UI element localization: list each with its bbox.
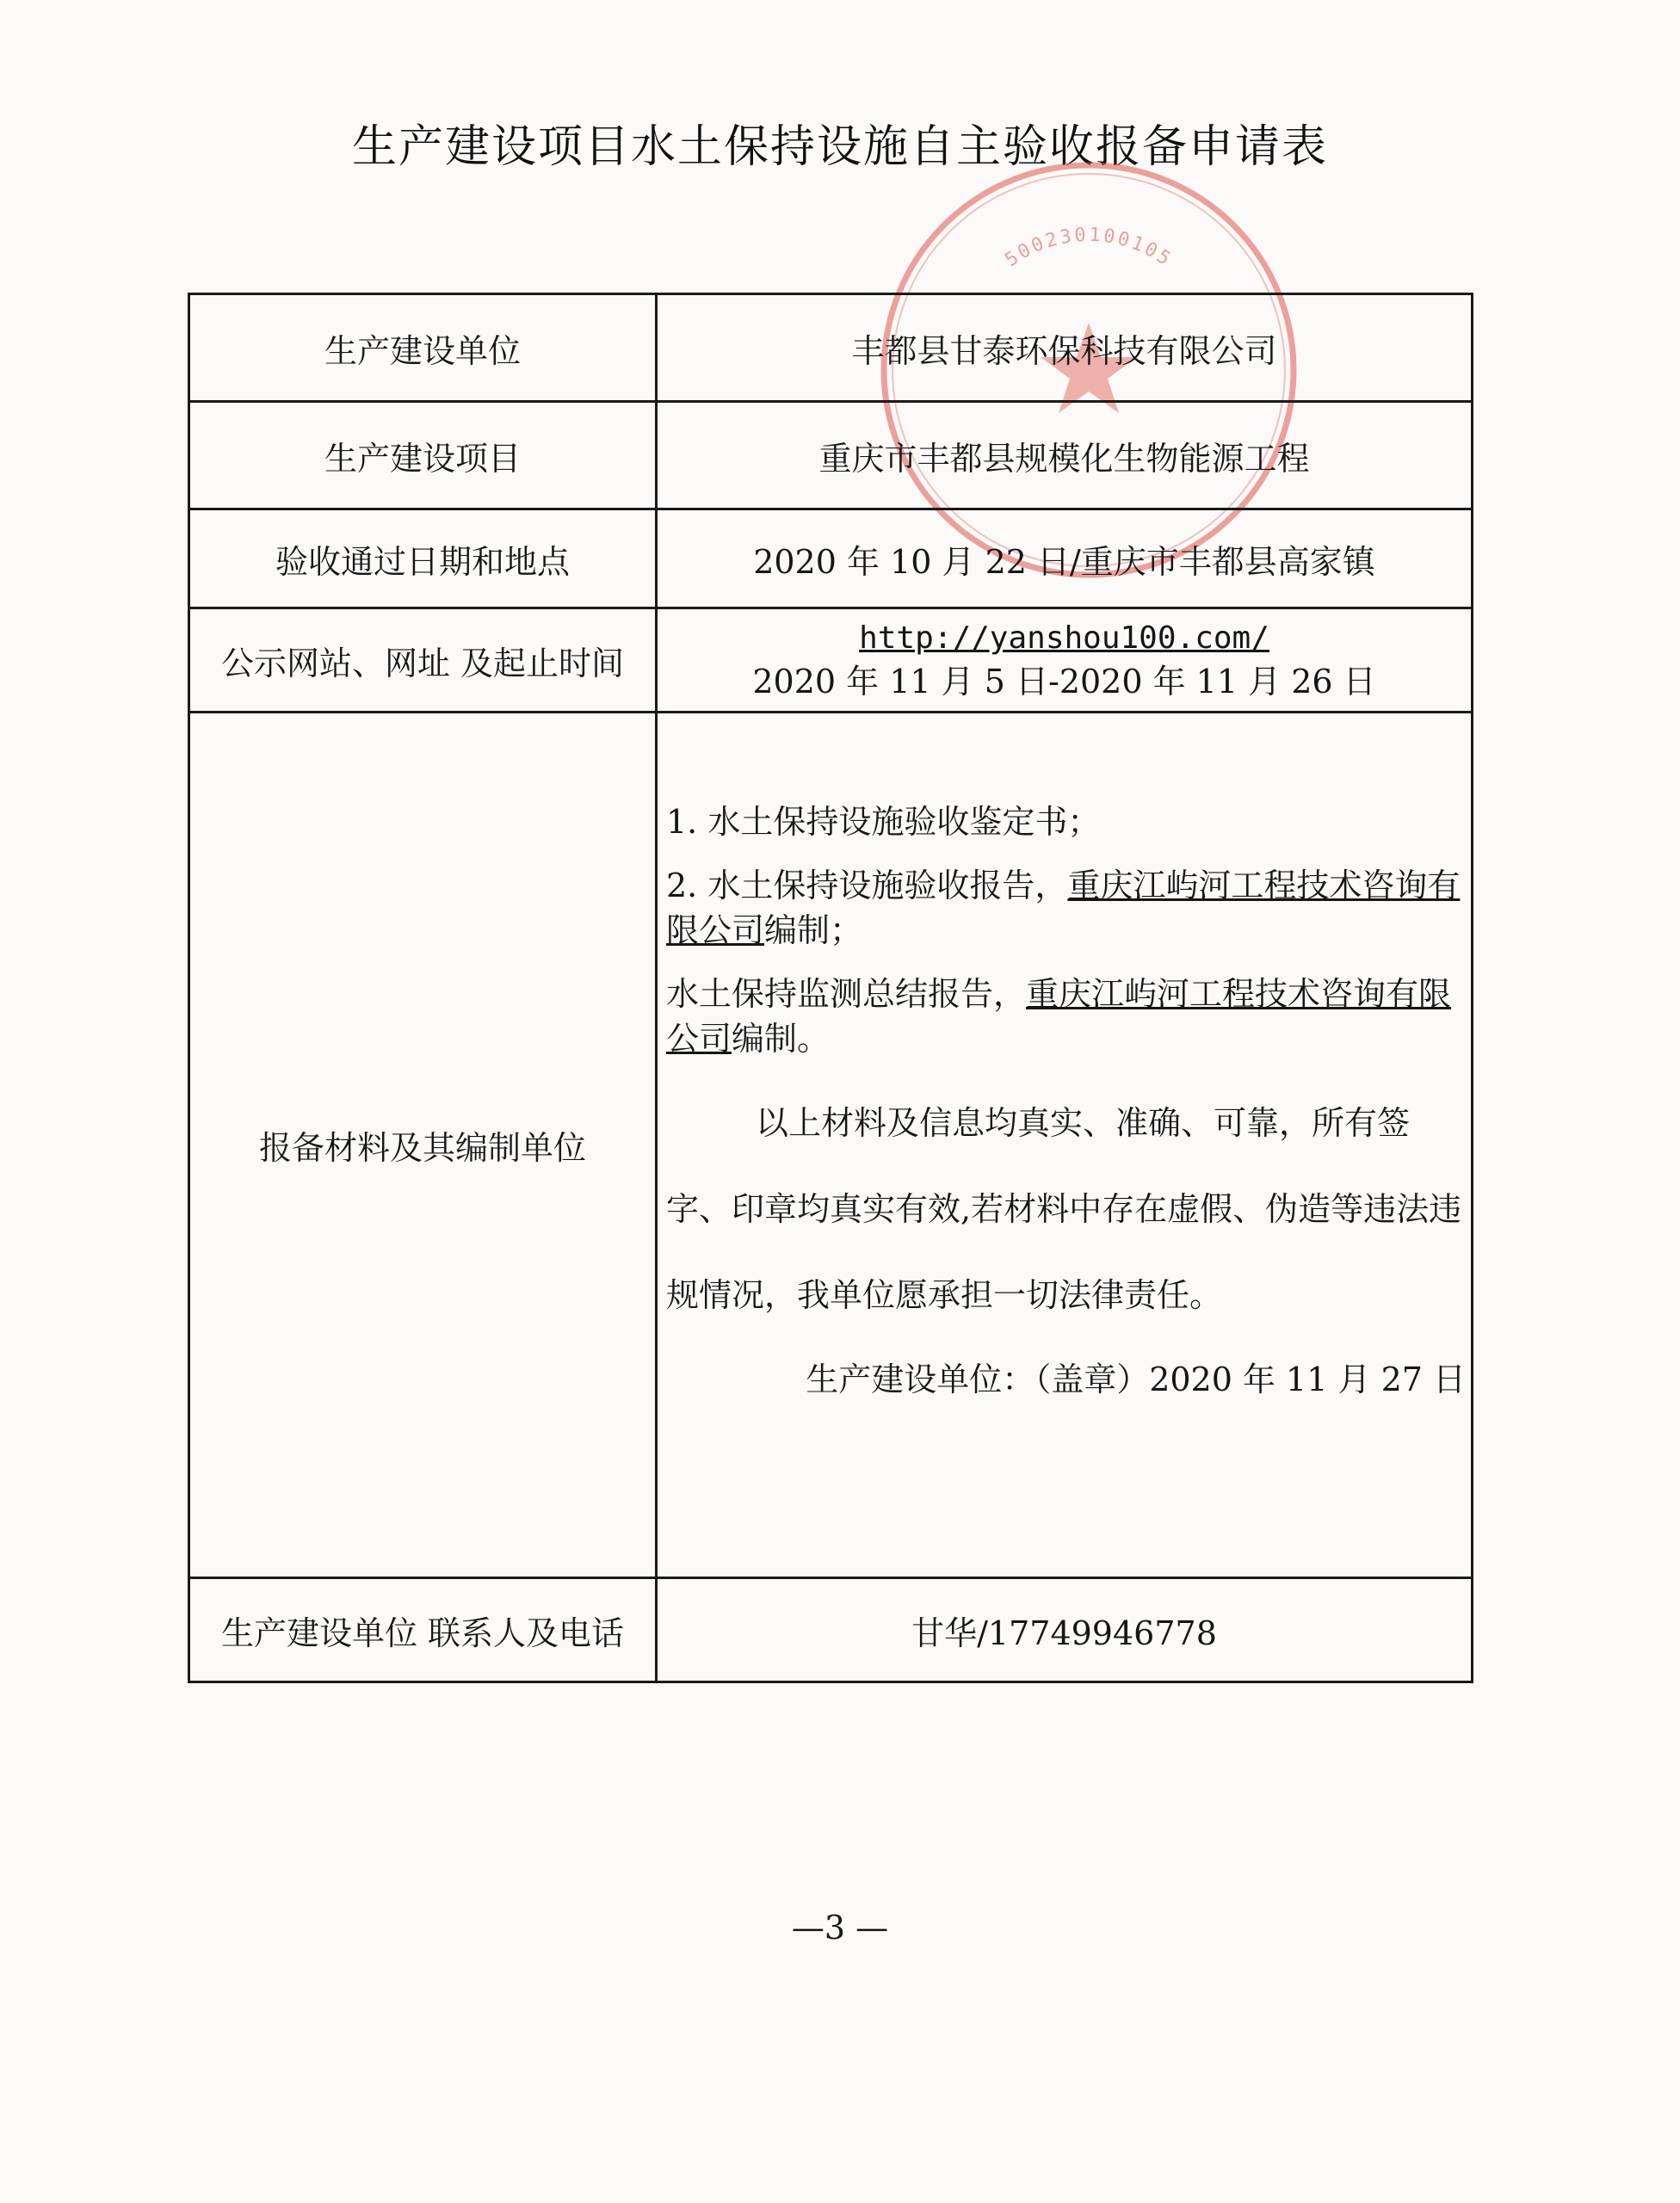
contact-value: 甘华/17749946778 bbox=[657, 1578, 1473, 1682]
document-title: 生产建设项目水土保持设施自主验收报备申请表 bbox=[351, 121, 1328, 173]
material-item-1: 1. 水土保持设施验收鉴定书； bbox=[666, 803, 1101, 841]
unit-value: 丰都县甘泰环保科技有限公司 bbox=[657, 294, 1473, 402]
declaration-text: 以上材料及信息均真实、准确、可靠，所有签字、印章均真实有效,若材料中存在虚假、伪造等违法违规情况，我单位愿承担一切法律责任。 bbox=[666, 1104, 1462, 1314]
unit-label: 生产建设单位 bbox=[189, 294, 657, 402]
project-label: 生产建设项目 bbox=[189, 402, 657, 509]
application-form-table bbox=[188, 293, 1473, 1683]
material-item-3-text: 水土保持监测总结报告， bbox=[666, 975, 1027, 1013]
publicity-label: 公示网站、网址 及起止时间 bbox=[189, 608, 657, 713]
materials-label: 报备材料及其编制单位 bbox=[189, 713, 657, 1578]
material-item-3-suffix: 编制。 bbox=[732, 1020, 831, 1058]
material-item-2-text: 2. 水土保持设施验收报告， bbox=[666, 867, 1068, 904]
material-item-3 bbox=[666, 972, 1471, 1061]
table-row bbox=[189, 294, 1473, 402]
materials-value bbox=[657, 713, 1473, 1578]
publicity-url[interactable]: http://yanshou100.com/ bbox=[859, 620, 1269, 656]
acceptance-label: 验收通过日期和地点 bbox=[189, 509, 657, 608]
publicity-value bbox=[657, 608, 1473, 713]
publicity-period: 2020 年 11 月 5 日-2020 年 11 月 26 日 bbox=[752, 663, 1376, 700]
project-value: 重庆市丰都县规模化生物能源工程 bbox=[657, 402, 1473, 509]
table-row bbox=[189, 608, 1473, 713]
material-item-2-org: 重庆江屿河工程技术咨询有限公司 bbox=[666, 867, 1461, 949]
seal-code-text: 500230100105 bbox=[1001, 224, 1177, 272]
material-item-3-org: 重庆江屿河工程技术咨询有限公司 bbox=[666, 975, 1452, 1058]
material-item-2-suffix: 编制； bbox=[764, 911, 863, 949]
svg-text:500230100105 bbox=[1001, 225, 1176, 272]
table-row bbox=[189, 402, 1473, 509]
acceptance-value: 2020 年 10 月 22 日/重庆市丰都县高家镇 bbox=[657, 509, 1473, 608]
signature-line: 生产建设单位：（盖章）2020 年 11 月 27 日 bbox=[806, 1361, 1466, 1398]
table-row bbox=[189, 509, 1473, 608]
contact-label: 生产建设单位 联系人及电话 bbox=[189, 1578, 657, 1682]
table-row bbox=[189, 1578, 1473, 1682]
table-row bbox=[189, 713, 1473, 1578]
page-number: —3 — bbox=[791, 1909, 889, 1947]
material-item-2 bbox=[666, 863, 1471, 953]
